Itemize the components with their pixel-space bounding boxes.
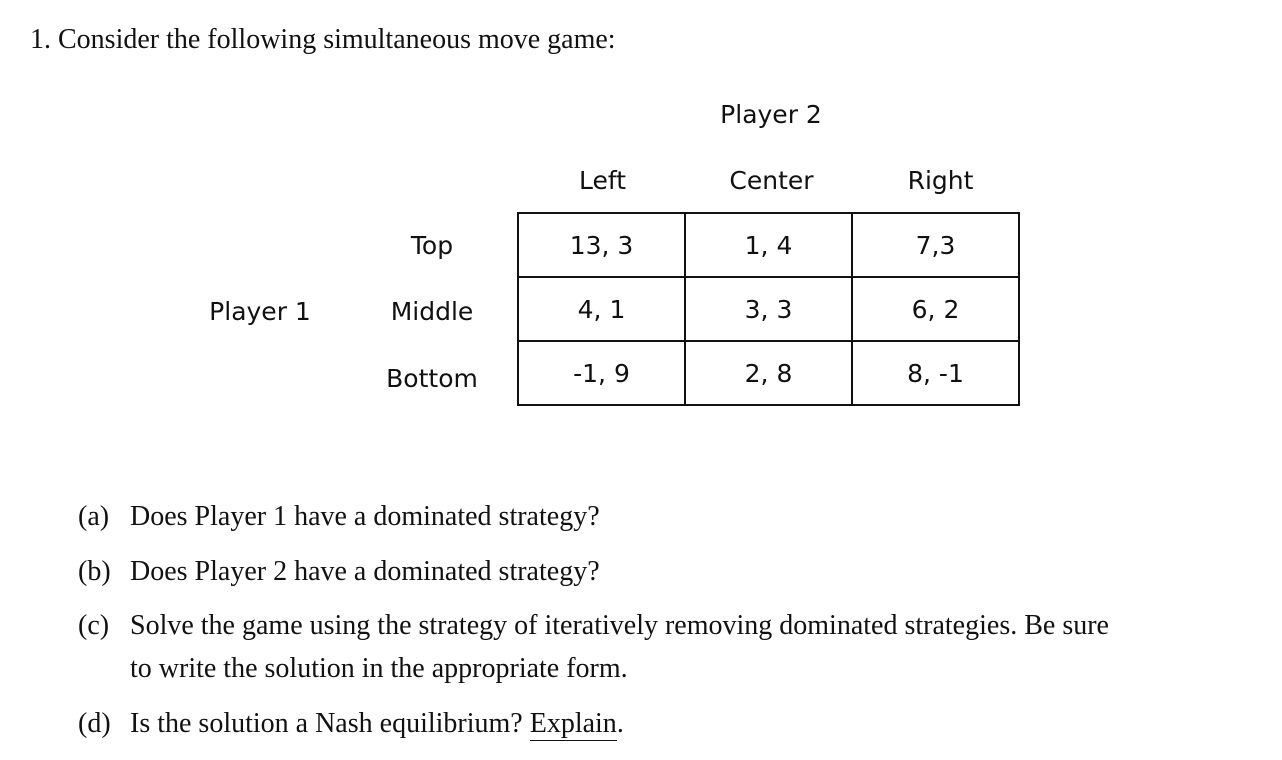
- subquestion-marker: (a): [78, 501, 110, 532]
- subquestion-c: [78, 610, 1109, 642]
- player1-label: Player 1: [209, 297, 311, 326]
- explain-word: Explain: [529, 708, 617, 739]
- subquestion-text: Is the solution a Nash equilibrium?: [130, 708, 523, 739]
- payoff-cell: -1, 9: [518, 341, 685, 405]
- column-header-right: Right: [907, 166, 974, 195]
- payoff-cell: 13, 3: [518, 213, 685, 277]
- payoff-cell: 8, -1: [852, 341, 1019, 405]
- subquestion-text: Does Player 1 have a dominated strategy?: [130, 501, 600, 532]
- player2-label: Player 2: [720, 100, 822, 129]
- payoff-cell: 6, 2: [852, 277, 1019, 341]
- subquestion-a: [78, 501, 600, 533]
- subquestion-marker: (d): [78, 708, 111, 739]
- column-header-center: Center: [729, 166, 814, 195]
- subquestion-text: Does Player 2 have a dominated strategy?: [130, 556, 600, 587]
- subquestion-end: .: [616, 708, 624, 739]
- subquestion-text: Solve the game using the strategy of iteratively removing dominated strategies. Be sure: [130, 610, 1109, 641]
- payoff-row-bottom: [518, 341, 1019, 405]
- payoff-row-middle: [518, 277, 1019, 341]
- question-title-text: Consider the following simultaneous move game:: [58, 24, 616, 55]
- payoff-cell: 4, 1: [518, 277, 685, 341]
- subquestion-c-continuation: to write the solution in the appropriate form.: [130, 653, 628, 684]
- question-title: [30, 24, 616, 56]
- payoff-cell: 1, 4: [685, 213, 852, 277]
- row-label-bottom: Bottom: [386, 364, 478, 393]
- payoff-cell: 7,3: [852, 213, 1019, 277]
- payoff-cell: 3, 3: [685, 277, 852, 341]
- question-number: 1.: [30, 24, 51, 55]
- payoff-cell: 2, 8: [685, 341, 852, 405]
- subquestion-d: [78, 708, 624, 740]
- subquestion-b: [78, 556, 600, 588]
- payoff-row-top: [518, 213, 1019, 277]
- column-header-left: Left: [578, 166, 627, 195]
- subquestion-marker: (b): [78, 556, 111, 587]
- row-label-middle: Middle: [390, 297, 474, 326]
- subquestion-marker: (c): [78, 610, 110, 641]
- payoff-matrix: [517, 212, 1020, 406]
- row-label-top: Top: [410, 231, 454, 260]
